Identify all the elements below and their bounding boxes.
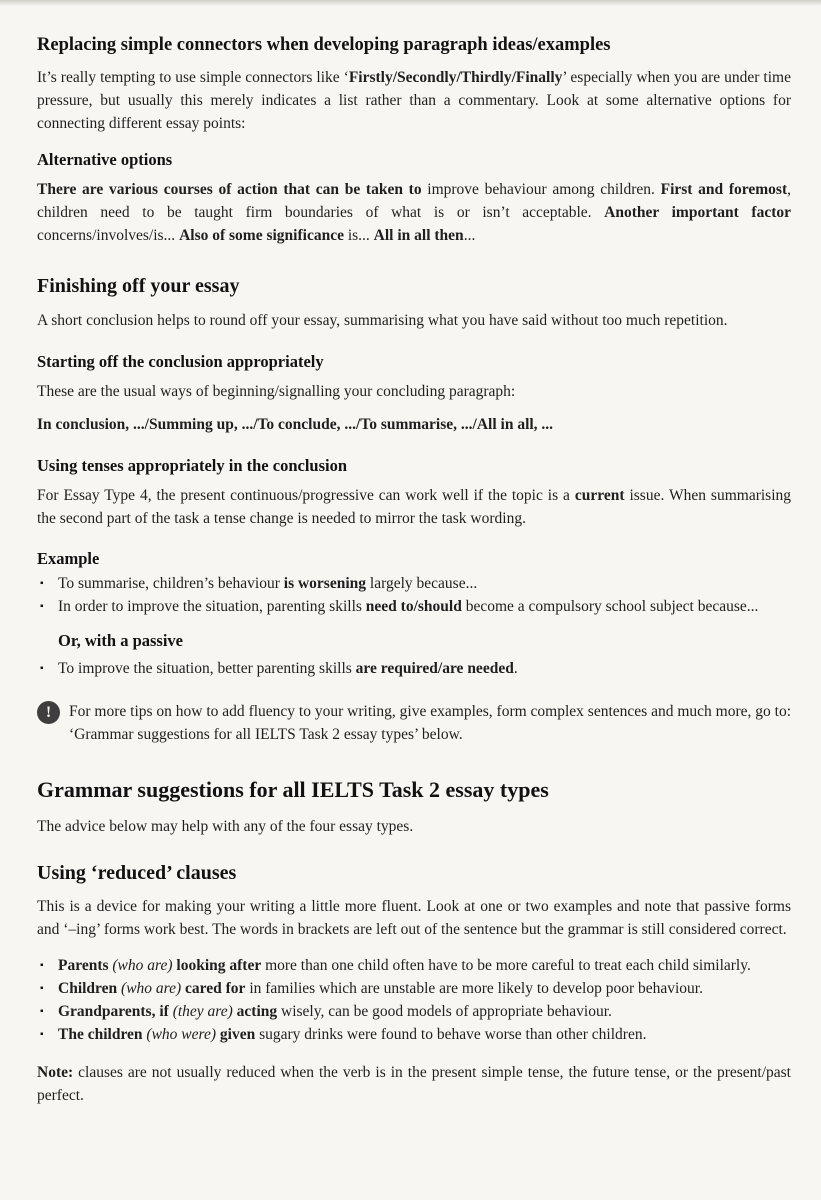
paragraph-replacing-intro: It’s really tempting to use simple connectors like ‘Firstly/Secondly/Thirdly/Finally’ especially when you are under time pressure, but usually this merely indicates a list rather than a commentary. Look at some alternative options for connecting different essay points: (37, 69, 791, 132)
example-bullet-list (37, 572, 791, 618)
subheading-using-tenses: Using tenses appropriately in the conclusion (37, 456, 348, 475)
exclamation-circle-icon: ! (37, 701, 60, 724)
note-paragraph: Note: clauses are not usually reduced when the verb is in the present simple tense, the future tense, or the present/past perfect. (37, 1064, 791, 1104)
bullet-icon: ▪ (40, 983, 44, 994)
list-item-text: In order to improve the situation, parenting skills need to/should become a compulsory school subject because... (58, 598, 759, 615)
bullet-icon: ▪ (40, 578, 44, 589)
subheading-reduced-clauses: Using ‘reduced’ clauses (37, 862, 237, 884)
bullet-icon: ▪ (40, 960, 44, 971)
list-item (40, 657, 791, 680)
paragraph-grammar-intro: The advice below may help with any of the four essay types. (37, 818, 414, 835)
list-item-text: The children (who were) given sugary drinks were found to behave worse than other children. (58, 1026, 647, 1043)
list-item (40, 1023, 791, 1046)
subheading-starting-conclusion: Starting off the conclusion appropriately (37, 352, 324, 371)
bullet-icon: ▪ (40, 1029, 44, 1040)
passive-bullet-list (37, 657, 791, 680)
list-item (40, 572, 791, 595)
section-heading-finishing-essay: Finishing off your essay (37, 275, 240, 297)
paragraph-finishing-intro: A short conclusion helps to round off your essay, summarising what you have said without too much repetition. (37, 312, 728, 329)
section-heading-grammar-suggestions: Grammar suggestions for all IELTS Task 2 essay types (37, 777, 549, 802)
list-item-text: To summarise, children’s behaviour is worsening largely because... (58, 575, 478, 592)
list-item-text: Parents (who are) looking after more than one child often have to be more careful to treat each child similarly. (58, 957, 751, 974)
paragraph-reduced-clauses: This is a device for making your writing a little more fluent. Look at one or two examples and note that passive forms and ‘–ing’ forms work best. The words in brackets are left out of the sentence but the grammar is still considered correct. (37, 898, 791, 938)
paragraph-starting-conclusion: These are the usual ways of beginning/signalling your concluding paragraph: (37, 383, 516, 400)
list-item (40, 954, 791, 977)
section-finishing-essay (37, 273, 791, 746)
list-item-text: To improve the situation, better parenting skills are required/are needed. (58, 660, 518, 677)
tip-note (37, 700, 791, 746)
list-item (40, 1000, 791, 1023)
bullet-icon: ▪ (40, 663, 44, 674)
subheading-or-with-passive: Or, with a passive (58, 631, 183, 650)
section-heading-replacing-connectors: Replacing simple connectors when developing paragraph ideas/examples (37, 35, 611, 55)
reduced-clauses-bullet-list (37, 954, 791, 1046)
list-item (40, 595, 791, 618)
paragraph-alternative-options: There are various courses of action that can be taken to improve behaviour among children. First and foremost, children need to be taught firm boundaries of what is or isn’t acceptable. Another important factor concerns/involves/is... Also of some significance is... All in all then... (37, 181, 791, 244)
tip-text: For more tips on how to add fluency to your writing, give examples, form complex sentences and much more, go to: ‘Grammar suggestions for all IELTS Task 2 essay types’ below. (69, 703, 791, 743)
paragraph-using-tenses: For Essay Type 4, the present continuous/progressive can work well if the topic is a current issue. When summarising the second part of the task a tense change is needed to mirror the task wording. (37, 487, 792, 527)
bullet-icon: ▪ (40, 601, 44, 612)
list-item (40, 977, 791, 1000)
paragraph-conclusion-phrases: In conclusion, .../Summing up, .../To conclude, .../To summarise, .../All in all, ... (37, 416, 554, 433)
tip-icon-wrap (37, 700, 69, 724)
section-replacing-connectors (37, 33, 791, 247)
list-item-text: Children (who are) cared for in families which are unstable are more likely to develop poor behaviour. (58, 980, 703, 997)
list-item-text: Grandparents, if (they are) acting wisely, can be good models of appropriate behaviour. (58, 1003, 612, 1020)
bullet-icon: ▪ (40, 1006, 44, 1017)
subheading-example: Example (37, 549, 100, 568)
subheading-alternative-options: Alternative options (37, 150, 173, 169)
section-grammar-suggestions (37, 776, 791, 1107)
